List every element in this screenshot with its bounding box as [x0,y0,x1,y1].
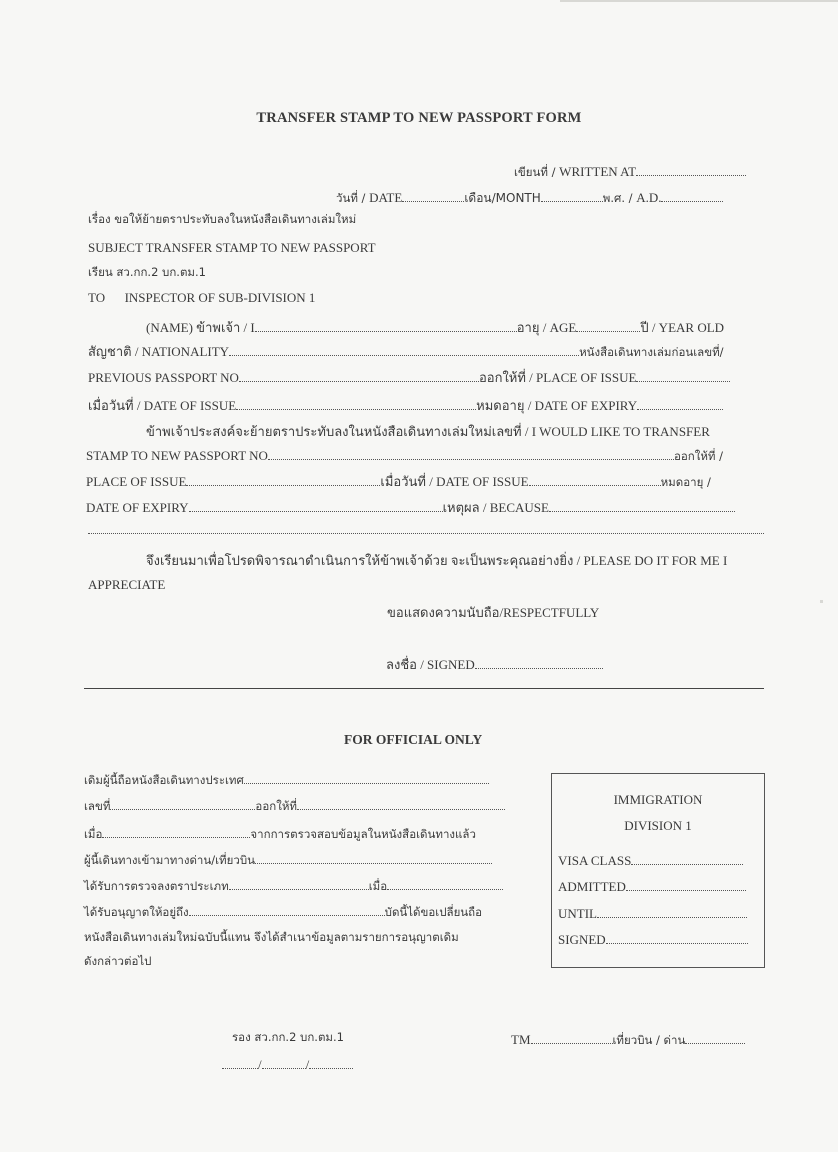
official-line-7: หนังสือเดินทางเล่มใหม่ฉบับนี้แทน จึงได้สำเนาข้อมูลตามรายการอนุญาตเดิม [84,930,459,944]
year-field[interactable] [661,189,723,202]
date-of-issue-field[interactable] [236,397,476,410]
box-signed-field[interactable] [606,931,748,944]
date-th: วันที่ / [336,191,370,205]
place-issue-row [86,473,711,490]
official-line-6 [84,903,482,920]
because-continuation-field[interactable] [88,525,764,534]
date-of-expiry-field[interactable] [637,397,723,410]
place-of-issue-2-label: PLACE OF ISSUE [86,474,187,489]
official-issued-at-field[interactable] [297,797,505,810]
place-of-issue-2-field[interactable] [186,473,380,486]
date-of-expiry-2-label: DATE OF EXPIRY [86,500,189,515]
nationality-row [88,343,724,360]
official-visa-date-field[interactable] [387,877,503,890]
to-english: TO INSPECTOR OF SUB-DIVISION 1 [88,290,316,305]
official-port-field[interactable] [255,851,492,864]
new-passport-row [86,447,723,464]
prev-passport-label: PREVIOUS PASSPORT NO [88,370,239,385]
visa-class-field[interactable] [631,852,743,865]
scan-edge-mark [560,0,838,2]
date-separator-2: / [305,1057,310,1072]
official-l6b-label: บัดนี้ได้ขอเปลี่ยนถือ [384,905,483,919]
official-when-field[interactable] [102,825,250,838]
date-of-issue-2-field[interactable] [529,473,661,486]
new-passport-label: STAMP TO NEW PASSPORT NO [86,448,268,463]
official-line-1 [84,771,489,788]
division-title: DIVISION 1 [624,818,692,833]
nationality-label: สัญชาติ / NATIONALITY [88,344,230,359]
until-field[interactable] [597,905,747,918]
prev-passport-th: หนังสือเดินทางเล่มก่อนเลขที่/ [579,345,724,359]
name-field[interactable] [255,319,517,332]
box-signed-label: SIGNED [558,932,606,947]
box-signed-row [558,931,748,948]
date-of-expiry-label: หมดอายุ / DATE OF EXPIRY [476,398,638,413]
new-passport-field[interactable] [268,447,674,460]
until-row [558,905,747,922]
written-at-row [514,163,746,180]
tm-row [511,1031,745,1048]
signed-row [386,656,603,673]
section-divider [84,688,764,689]
date-of-issue-label: เมื่อวันที่ / DATE OF ISSUE [88,398,237,413]
tm-label: TM [511,1032,531,1047]
please-line-2: APPRECIATE [88,577,166,592]
prev-passport-row [88,369,730,386]
admitted-field[interactable] [626,878,746,891]
admitted-label: ADMITTED [558,879,626,894]
month-label: เดือน/MONTH [464,191,541,205]
visa-class-label: VISA CLASS [558,853,632,868]
signed-label: ลงชื่อ / SIGNED [386,657,475,672]
year-old-label: ปี / YEAR OLD [640,320,725,335]
official-l5a-label: ได้รับการตรวจลงตราประเภท [84,879,229,893]
subject-thai: เรื่อง ขอให้ย้ายตราประทับลงในหนังสือเดินทางเล่มใหม่ [88,212,357,226]
footer-day-field[interactable] [222,1056,258,1069]
because-label: เหตุผล / BECAUSE [442,500,549,515]
nationality-field[interactable] [229,343,579,356]
signature-field[interactable] [475,656,603,669]
date-of-issue-2-label: เมื่อวันที่ / DATE OF ISSUE [380,474,529,489]
date-label: DATE [369,190,403,205]
issued-at-th: ออกให้ที่ / [673,449,724,463]
written-at-th: เขียนที่ / [514,165,560,179]
official-title: FOR OFFICIAL ONLY [344,732,483,747]
tm-field[interactable] [531,1031,613,1044]
age-label: อายุ / AGE [516,320,577,335]
date-field[interactable] [402,189,464,202]
place-of-issue-field[interactable] [636,369,730,382]
immigration-title: IMMIGRATION [613,792,703,807]
month-field[interactable] [541,189,603,202]
official-l2a-label: เลขที่ [84,799,111,813]
official-visa-type-field[interactable] [229,877,369,890]
expiry-because-row [86,499,735,516]
form-title: TRANSFER STAMP TO NEW PASSPORT FORM [256,110,582,126]
official-l1-label: เดิมผู้นี้ถือหนังสือเดินทางประเทศ [84,773,244,787]
official-l3a-label: เมื่อ [84,827,103,841]
flight-label: เที่ยวบิน / ด่าน [612,1033,686,1047]
official-number-field[interactable] [110,797,255,810]
official-line-2 [84,797,505,814]
official-line-3 [84,825,476,842]
to-thai: เรียน สว.กก.2 บก.ตม.1 [88,265,206,279]
because-field[interactable] [549,499,735,512]
respectfully: ขอแสดงความนับถือ/RESPECTFULLY [387,605,600,620]
year-th: พ.ศ. / [602,191,637,205]
date-of-expiry-2-field[interactable] [189,499,443,512]
official-line-4 [84,851,492,868]
deputy-label: รอง สว.กก.2 บก.ตม.1 [232,1030,344,1044]
written-at-label: WRITTEN AT [559,164,637,179]
scan-speck [820,600,823,603]
official-permit-field[interactable] [189,903,385,916]
visa-class-row [558,852,743,869]
subject-english: SUBJECT TRANSFER STAMP TO NEW PASSPORT [88,240,376,255]
name-row [146,319,724,336]
official-country-field[interactable] [244,771,489,784]
date-separator-1: / [258,1057,262,1072]
written-at-field[interactable] [636,163,746,176]
immigration-stamp-box [551,773,765,968]
footer-month-field[interactable] [262,1056,306,1069]
prev-passport-field[interactable] [239,369,479,382]
footer-year-field[interactable] [309,1056,353,1069]
transfer-line: ข้าพเจ้าประสงค์จะย้ายตราประทับลงในหนังสือเดินทางเล่มใหม่เลขที่ / I WOULD LIKE TO TRANSFER [146,424,710,439]
official-l3b-label: จากการตรวจสอบข้อมูลในหนังสือเดินทางแล้ว [250,827,476,841]
footer-date-row [222,1056,353,1073]
expiry-th: หมดอายุ / [660,475,711,489]
issue-expiry-row [88,397,723,414]
place-of-issue-label: ออกให้ที่ / PLACE OF ISSUE [478,370,637,385]
official-l2b-label: ออกให้ที่ [255,799,297,813]
official-l6a-label: ได้รับอนุญาตให้อยู่ถึง [84,905,189,919]
please-line-1: จึงเรียนมาเพื่อโปรดพิจารณาดำเนินการให้ข้าพเจ้าด้วย จะเป็นพระคุณอย่างยิ่ง / PLEASE DO IT FOR ME I [146,553,728,568]
admitted-row [558,878,746,895]
date-row [336,189,723,206]
official-l4-label: ผู้นี้เดินทางเข้ามาทางด่าน/เที่ยวบิน [84,853,255,867]
official-l5b-label: เมื่อ [368,879,388,893]
official-line-8: ดังกล่าวต่อไป [84,954,152,968]
official-line-5 [84,877,503,894]
flight-field[interactable] [685,1031,745,1044]
name-label: (NAME) ข้าพเจ้า / I [146,320,255,335]
year-label: A.D. [636,190,662,205]
until-label: UNTIL [558,906,597,921]
age-field[interactable] [576,319,640,332]
